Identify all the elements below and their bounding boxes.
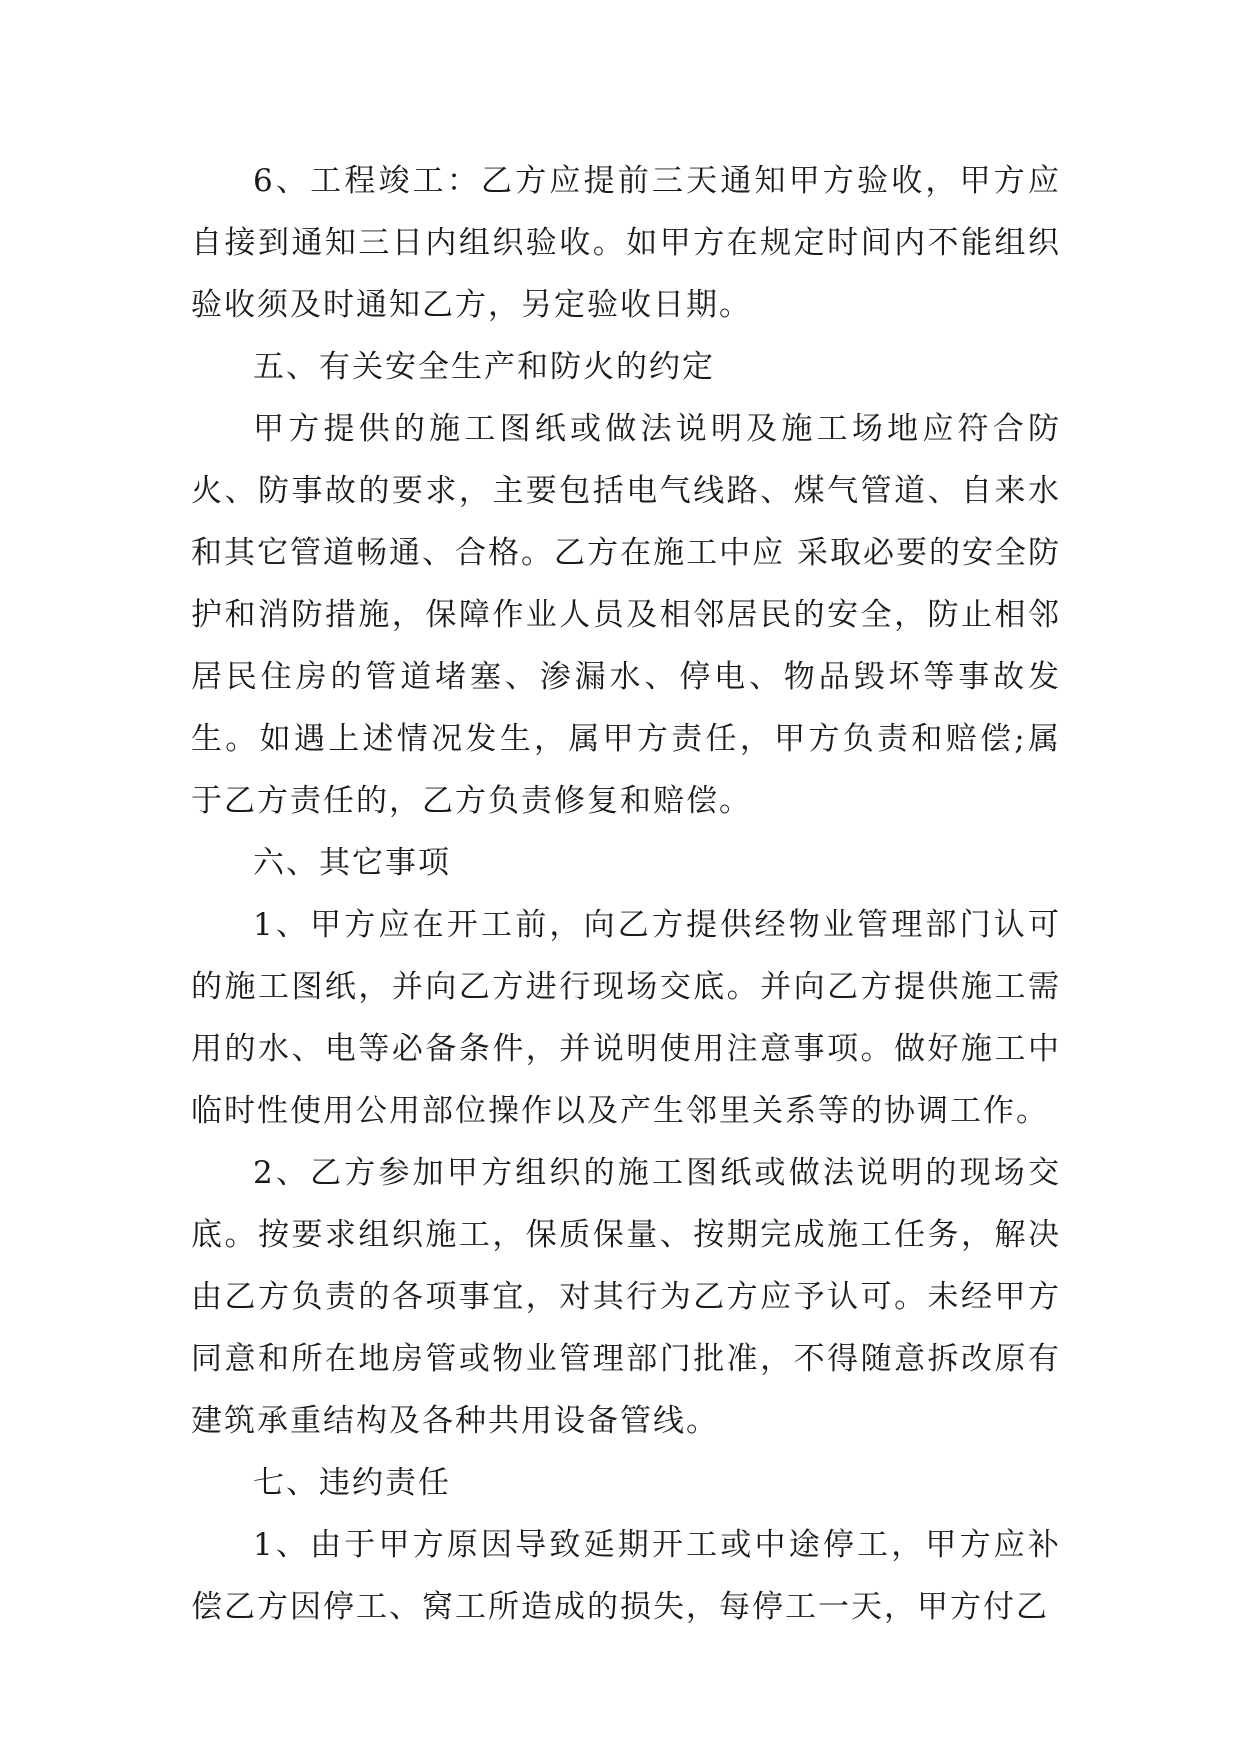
paragraph-delay-compensation: 1、由于甲方原因导致延期开工或中途停工，甲方应补偿乙方因停工、窝工所造成的损失，每停工一天，甲方付乙 — [191, 1527, 1061, 1625]
paragraph-party-a-duties: 1、甲方应在开工前，向乙方提供经物业管理部门认可的施工图纸，并向乙方进行现场交底。并向乙方提供施工需用的水、电等必备条件，并说明使用注意事项。做好施工中临时性使用公用部位操作以及产生邻里关系等的协调工作。 — [191, 907, 1061, 1129]
paragraph-completion-acceptance: 6、工程竣工：乙方应提前三天通知甲方验收，甲方应自接到通知三日内组织验收。如甲方在规定时间内不能组织验收须及时通知乙方，另定验收日期。 — [191, 163, 1061, 323]
section-heading-other-matters: 六、其它事项 — [253, 845, 451, 881]
paragraph-party-b-duties: 2、乙方参加甲方组织的施工图纸或做法说明的现场交底。按要求组织施工，保质保量、按期完成施工任务，解决由乙方负责的各项事宜，对其行为乙方应予认可。未经甲方同意和所在地房管或物业管理部门批准，不得随意拆改原有建筑承重结构及各种共用设备管线。 — [191, 1155, 1061, 1439]
section-heading-breach-liability: 七、违约责任 — [253, 1465, 451, 1501]
section-heading-safety-fire: 五、有关安全生产和防火的约定 — [253, 349, 715, 385]
paragraph-safety-fire: 甲方提供的施工图纸或做法说明及施工场地应符合防火、防事故的要求，主要包括电气线路、煤气管道、自来水和其它管道畅通、合格。乙方在施工中应 采取必要的安全防护和消防措施，保障作业人员及相邻居民的安全，防止相邻居民住房的管道堵塞、渗漏水、停电、物品毁坏等事故发生。如遇上述情况发生，属甲方责任，甲方负责和赔偿;属于乙方责任的，乙方负责修复和赔偿。 — [191, 411, 1061, 819]
document-page — [191, 150, 1061, 1638]
